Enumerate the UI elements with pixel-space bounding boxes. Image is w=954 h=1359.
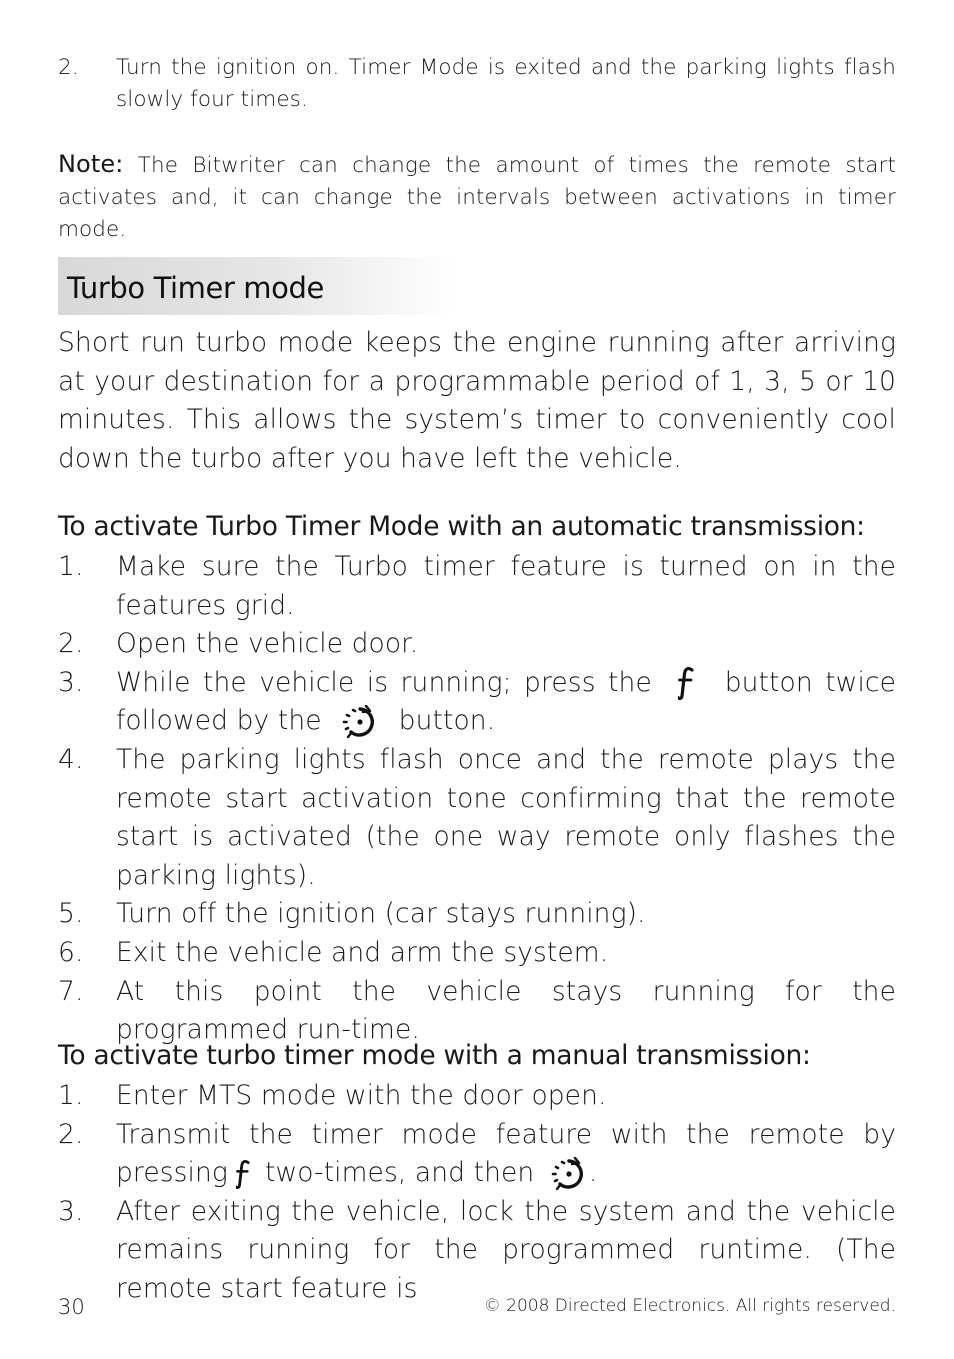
list-number: 1. — [58, 1080, 84, 1111]
automatic-steps-list — [58, 548, 896, 1050]
list-item — [58, 934, 896, 973]
list-text-b: button twice followed by the — [116, 666, 896, 737]
list-item — [58, 52, 896, 116]
list-number: 5. — [58, 898, 84, 930]
list-text: After exiting the vehicle, lock the system and the vehicle remains running for the programmed runtime. (The remote start feature is — [116, 1195, 896, 1304]
section-heading-bar — [58, 257, 456, 315]
list-text: The parking lights flash once and the remote plays the remote start activation tone confirming that the remote start is activated (the one way remote only flashes the parking lights). — [116, 743, 896, 891]
list-item — [58, 548, 896, 625]
function-f-icon — [678, 666, 694, 700]
list-text-a: Transmit the timer mode feature with the remote by pressing — [116, 1118, 896, 1189]
note-paragraph — [58, 148, 896, 246]
note-label: Note: — [58, 150, 124, 178]
list-text: Exit the vehicle and arm the system. — [116, 936, 609, 968]
list-item — [58, 1193, 896, 1309]
remote-start-icon — [340, 705, 378, 739]
list-item — [58, 1116, 896, 1193]
list-item — [58, 895, 896, 934]
copyright-notice: © 2008 Directed Electronics. All rights reserved. — [483, 1296, 896, 1316]
list-number: 4. — [58, 743, 84, 775]
timer-mode-exit-step — [58, 52, 896, 116]
automatic-heading: To activate Turbo Timer Mode with an automatic transmission: — [58, 511, 865, 542]
list-text: Open the vehicle door. — [116, 628, 419, 660]
list-item — [58, 625, 896, 664]
list-text: Turn off the ignition (car stays running). — [116, 898, 646, 930]
list-text-b: two-times, and then — [256, 1157, 543, 1189]
manual-steps-list — [58, 1077, 896, 1309]
list-text: Turn the ignition on. Timer Mode is exited and the parking lights flash slowly four times. — [116, 55, 896, 112]
list-text: Make sure the Turbo timer feature is turned on in the features grid. — [116, 551, 896, 621]
page-number: 30 — [58, 1295, 85, 1319]
manual-heading: To activate turbo timer mode with a manual transmission: — [58, 1040, 811, 1071]
remote-start-icon — [549, 1157, 587, 1191]
list-text: Enter MTS mode with the door open. — [116, 1080, 607, 1111]
list-number: 2. — [58, 55, 79, 80]
list-text-c: button. — [390, 705, 496, 737]
list-item — [58, 1077, 896, 1116]
list-number: 1. — [58, 551, 84, 582]
section-title: Turbo Timer mode — [67, 271, 324, 305]
list-number: 3. — [58, 1195, 84, 1227]
list-text: At this point the vehicle stays running for the programmed run-time. — [116, 975, 896, 1046]
list-text-c: . — [588, 1157, 598, 1189]
list-number: 7. — [58, 975, 84, 1007]
list-item — [58, 741, 896, 895]
list-text-a: While the vehicle is running; press the — [116, 666, 665, 698]
list-item — [58, 664, 896, 741]
list-number: 3. — [58, 666, 84, 698]
list-number: 2. — [58, 628, 84, 660]
function-f-icon — [236, 1159, 250, 1189]
list-number: 6. — [58, 936, 84, 968]
list-number: 2. — [58, 1118, 84, 1150]
note-text: The Bitwriter can change the amount of times the remote start activates and, it can change the intervals between activations in timer mode. — [58, 153, 896, 242]
intro-paragraph: Short run turbo mode keeps the engine running after arriving at your destination for a programmable period of 1, 3, 5 or 10 minutes. This allows the system’s timer to conveniently cool down the turbo after you have left the vehicle. — [58, 327, 896, 474]
